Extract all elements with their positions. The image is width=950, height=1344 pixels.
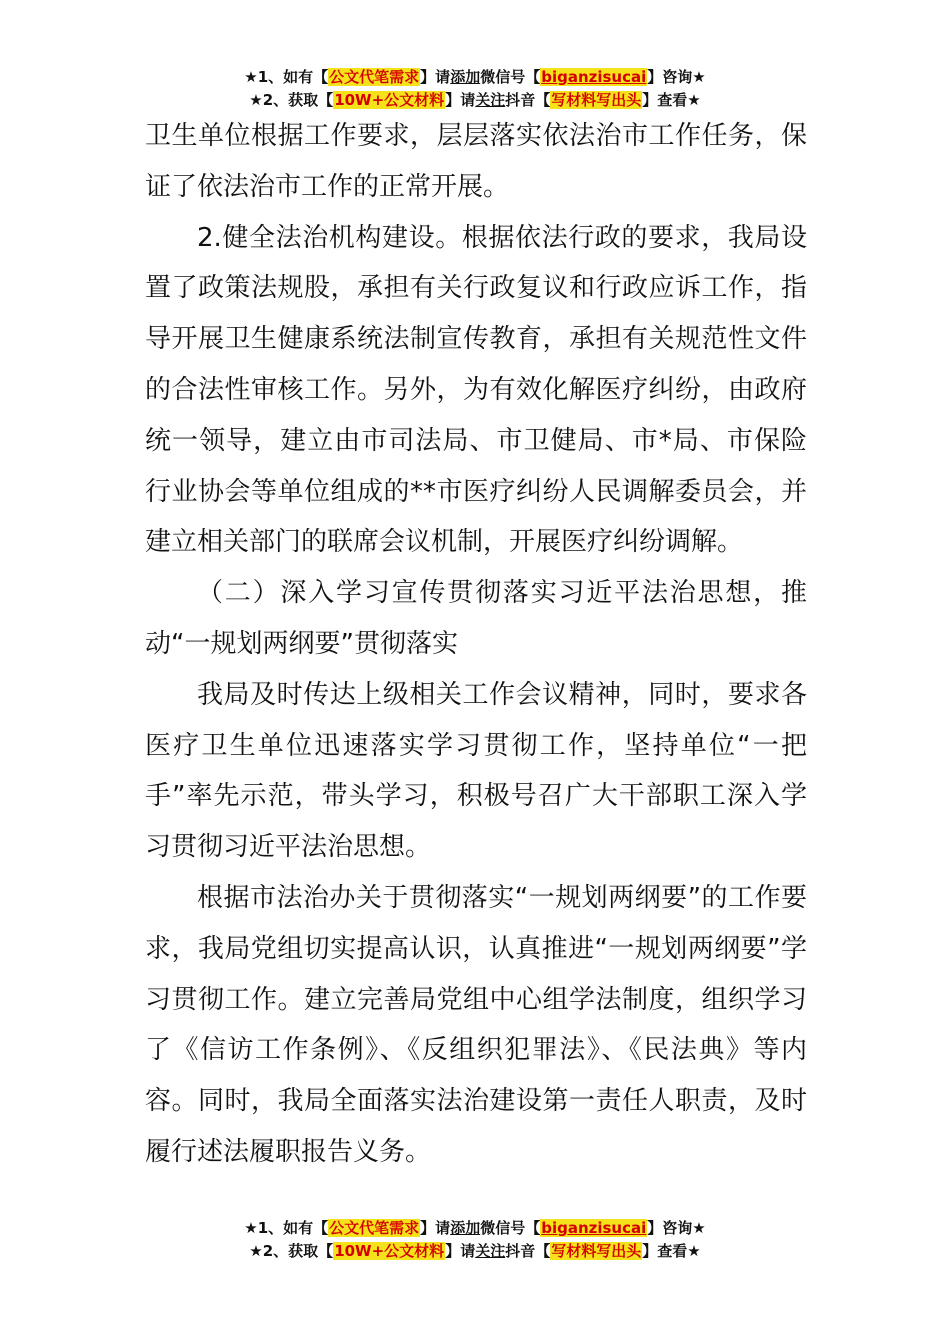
materials-highlight: 10W+公文材料 (334, 91, 445, 109)
wechat-id-highlight: biganzisucai (541, 1219, 647, 1237)
paragraph-continuation: 卫生单位根据工作要求，层层落实依法治市工作任务，保证了依法治市工作的正常开展。 (145, 121, 807, 202)
notice-line-2: ★2、获取【10W+公文材料】请关注抖音【写材料写出头】查看★ (249, 1242, 701, 1260)
douyin-highlight: 写材料写出头 (551, 91, 642, 109)
notice-line-2: ★2、获取【10W+公文材料】请关注抖音【写材料写出头】查看★ (249, 91, 701, 109)
document-body (145, 111, 807, 1178)
douyin-highlight: 写材料写出头 (551, 1242, 642, 1260)
paragraph-study-spirit: 我局及时传达上级相关工作会议精神，同时，要求各医疗卫生单位迅速落实学习贯彻工作，坚持单位“一把手”率先示范，带头学习，积极号召广大干部职工深入学习贯彻习近平法治思想。 (145, 679, 807, 863)
ghostwriting-highlight: 公文代笔需求 (329, 68, 420, 86)
notice-line-1: ★1、如有【公文代笔需求】请添加微信号【biganzisucai】咨询★ (244, 68, 706, 86)
notice-line-1: ★1、如有【公文代笔需求】请添加微信号【biganzisucai】咨询★ (244, 1219, 706, 1237)
paragraph-implementation: 根据市法治办关于贯彻落实“一规划两纲要”的工作要求，我局党组切实提高认识，认真推进“一规划两纲要”学习贯彻工作。建立完善局党组中心组学法制度，组织学习了《信访工作条例》、《反组织犯罪法》、《民法典》等内容。同时，我局全面落实法治建设第一责任人职责，及时履行述法履职报告义务。 (145, 882, 807, 1167)
section-heading-2: （二）深入学习宣传贯彻落实习近平法治思想，推动“一规划两纲要”贯彻落实 (145, 578, 807, 659)
materials-highlight: 10W+公文材料 (334, 1242, 445, 1260)
header-notice (0, 66, 950, 112)
footer-notice (0, 1217, 950, 1263)
wechat-id-highlight: biganzisucai (541, 68, 647, 86)
paragraph-legal-institution: 2.健全法治机构建设。根据依法行政的要求，我局设置了政策法规股，承担有关行政复议和行政应诉工作，指导开展卫生健康系统法制宣传教育，承担有关规范性文件的合法性审核工作。另外，为有效化解医疗纠纷，由政府统一领导，建立由市司法局、市卫健局、市*局、市保险行业协会等单位组成的**市医疗纠纷人民调解委员会，并建立相关部门的联席会议机制，开展医疗纠纷调解。 (145, 222, 807, 558)
ghostwriting-highlight: 公文代笔需求 (329, 1219, 420, 1237)
